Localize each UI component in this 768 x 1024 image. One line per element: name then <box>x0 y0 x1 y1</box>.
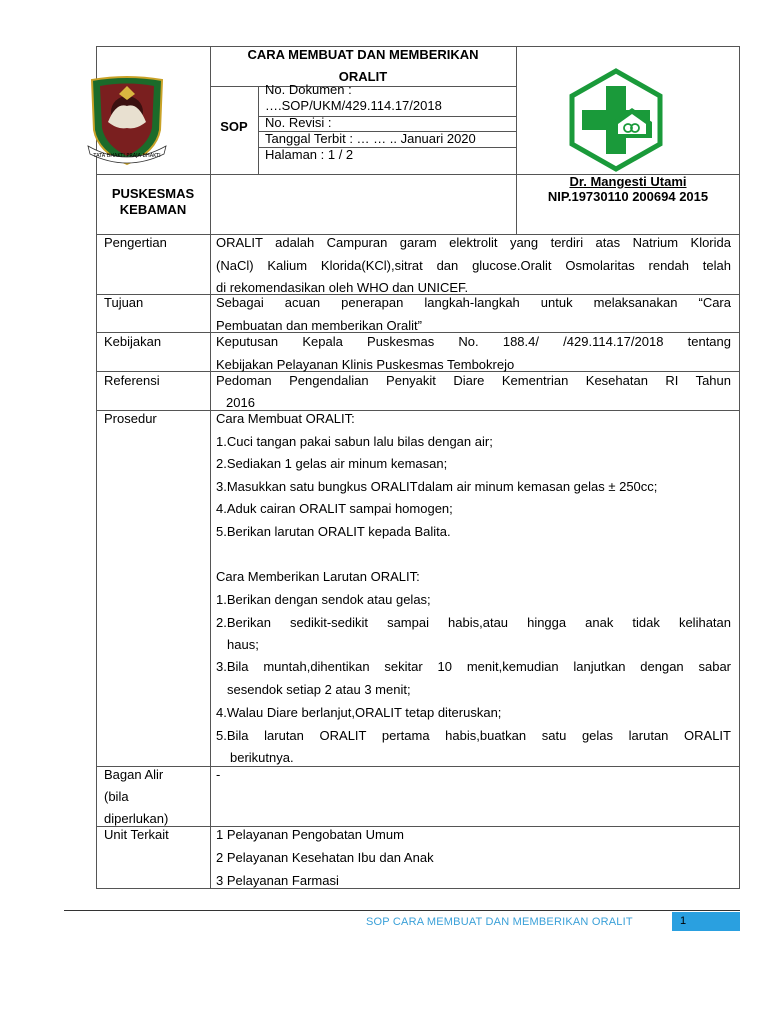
tujuan-line-1: Sebagai acuan penerapan langkah-langkah untuk melaksanakan “Cara <box>216 295 731 310</box>
prosedur-heading-make: Cara Membuat ORALIT: <box>216 411 355 426</box>
org-name-line2: KEBAMAN <box>119 202 187 217</box>
sop-label: SOP <box>220 119 248 134</box>
bagan-value: - <box>216 767 221 782</box>
label-referensi: Referensi <box>104 373 160 388</box>
prosedur-make-step-4: 4.Aduk cairan ORALIT sampai homogen; <box>216 501 453 516</box>
sop-divider <box>258 86 259 174</box>
pengertian-line-2: (NaCl) Kalium Klorida(KCl),sitrat dan glucose.Oralit Osmolaritas rendah telah <box>216 258 731 273</box>
footer-page-number: 1 <box>672 912 740 931</box>
table-border-right <box>739 46 740 889</box>
prosedur-give-step-2: 2.Berikan sedikit-sedikit sampai habis,atau hingga anak tidak kelihatan <box>216 615 731 630</box>
tujuan-line-2: Pembuatan dan memberikan Oralit” <box>216 318 422 333</box>
prosedur-heading-give: Cara Memberikan Larutan ORALIT: <box>216 569 420 584</box>
org-name-line1: PUSKESMAS <box>111 186 195 201</box>
unit-item-3: 3 Pelayanan Farmasi <box>216 873 339 888</box>
prosedur-give-step-2-cont: haus; <box>227 637 259 652</box>
prosedur-give-step-1: 1.Berikan dengan sendok atau gelas; <box>216 592 431 607</box>
kebijakan-line-1: Keputusan Kepala Puskesmas No. 188.4/ /429.114.17/2018 tentang <box>216 334 731 349</box>
label-unit-terkait: Unit Terkait <box>104 827 169 842</box>
prosedur-make-step-2: 2.Sediakan 1 gelas air minum kemasan; <box>216 456 448 471</box>
referensi-line-2: 2016 <box>226 395 255 410</box>
prosedur-give-step-5: 5.Bila larutan ORALIT pertama habis,buatkan satu gelas larutan ORALIT <box>216 728 731 743</box>
footer-title: SOP CARA MEMBUAT DAN MEMBERIKAN ORALIT <box>366 916 633 928</box>
revision-number: No. Revisi : <box>265 115 332 130</box>
label-kebijakan: Kebijakan <box>104 334 162 349</box>
prosedur-make-step-3: 3.Masukkan satu bungkus ORALITdalam air minum kemasan gelas ± 250cc; <box>216 479 658 494</box>
table-border-bottom <box>96 888 740 889</box>
row-referensi-bottom <box>96 410 740 411</box>
row-bagan-bottom <box>96 826 740 827</box>
label-tujuan: Tujuan <box>104 295 144 310</box>
label-prosedur: Prosedur <box>104 411 157 426</box>
svg-text:TATA BHAKTI PRAJA BHAKTI: TATA BHAKTI PRAJA BHAKTI <box>93 153 161 159</box>
label-bagan-line2: (bila <box>104 789 129 804</box>
puskesmas-logo <box>568 68 664 172</box>
signer-nip: NIP.19730110 200694 2015 <box>547 189 709 204</box>
label-bagan-line3: diperlukan) <box>104 811 169 826</box>
sop-title-line1: CARA MEMBUAT DAN MEMBERIKAN <box>247 47 479 62</box>
sop-title-line2: ORALIT <box>338 69 388 84</box>
unit-item-2: 2 Pelayanan Kesehatan Ibu dan Anak <box>216 850 434 865</box>
regional-seal-logo <box>86 72 168 168</box>
prosedur-give-step-3-cont: sesendok setiap 2 atau 3 menit; <box>227 682 411 697</box>
prosedur-give-step-4: 4.Walau Diare berlanjut,ORALIT tetap diteruskan; <box>216 705 502 720</box>
header-divider-2 <box>516 46 517 234</box>
prosedur-make-step-1: 1.Cuci tangan pakai sabun lalu bilas dengan air; <box>216 434 493 449</box>
doc-number-label: No. Dokumen : <box>265 82 352 97</box>
page-count: Halaman : 1 / 2 <box>265 147 354 162</box>
label-pengertian: Pengertian <box>104 235 167 250</box>
signer-name: Dr. Mangesti Utami <box>569 174 687 189</box>
prosedur-give-step-5-cont: berikutnya. <box>230 750 294 765</box>
doc-number-value: ….SOP/UKM/429.114.17/2018 <box>265 98 442 113</box>
referensi-line-1: Pedoman Pengendalian Penyakit Diare Kementrian Kesehatan RI Tahun <box>216 373 731 388</box>
table-border-left <box>96 46 97 889</box>
label-bagan-alir <box>104 764 204 786</box>
footer-rule <box>64 910 740 911</box>
unit-item-1: 1 Pelayanan Pengobatan Umum <box>216 827 404 842</box>
issue-date: Tanggal Terbit : … … .. Januari 2020 <box>265 131 476 146</box>
prosedur-give-step-3: 3.Bila muntah,dihentikan sekitar 10 menit,kemudian lanjutkan dengan sabar <box>216 659 731 674</box>
kebijakan-line-2: Kebijakan Pelayanan Klinis Puskesmas Tembokrejo <box>216 357 515 372</box>
pengertian-line-3: di rekomendasikan oleh WHO dan UNICEF. <box>216 280 469 295</box>
label-bagan-line1: Bagan Alir <box>104 767 164 782</box>
pengertian-line-1: ORALIT adalah Campuran garam elektrolit yang terdiri atas Natrium Klorida <box>216 235 731 250</box>
prosedur-make-step-5: 5.Berikan larutan ORALIT kepada Balita. <box>216 524 451 539</box>
